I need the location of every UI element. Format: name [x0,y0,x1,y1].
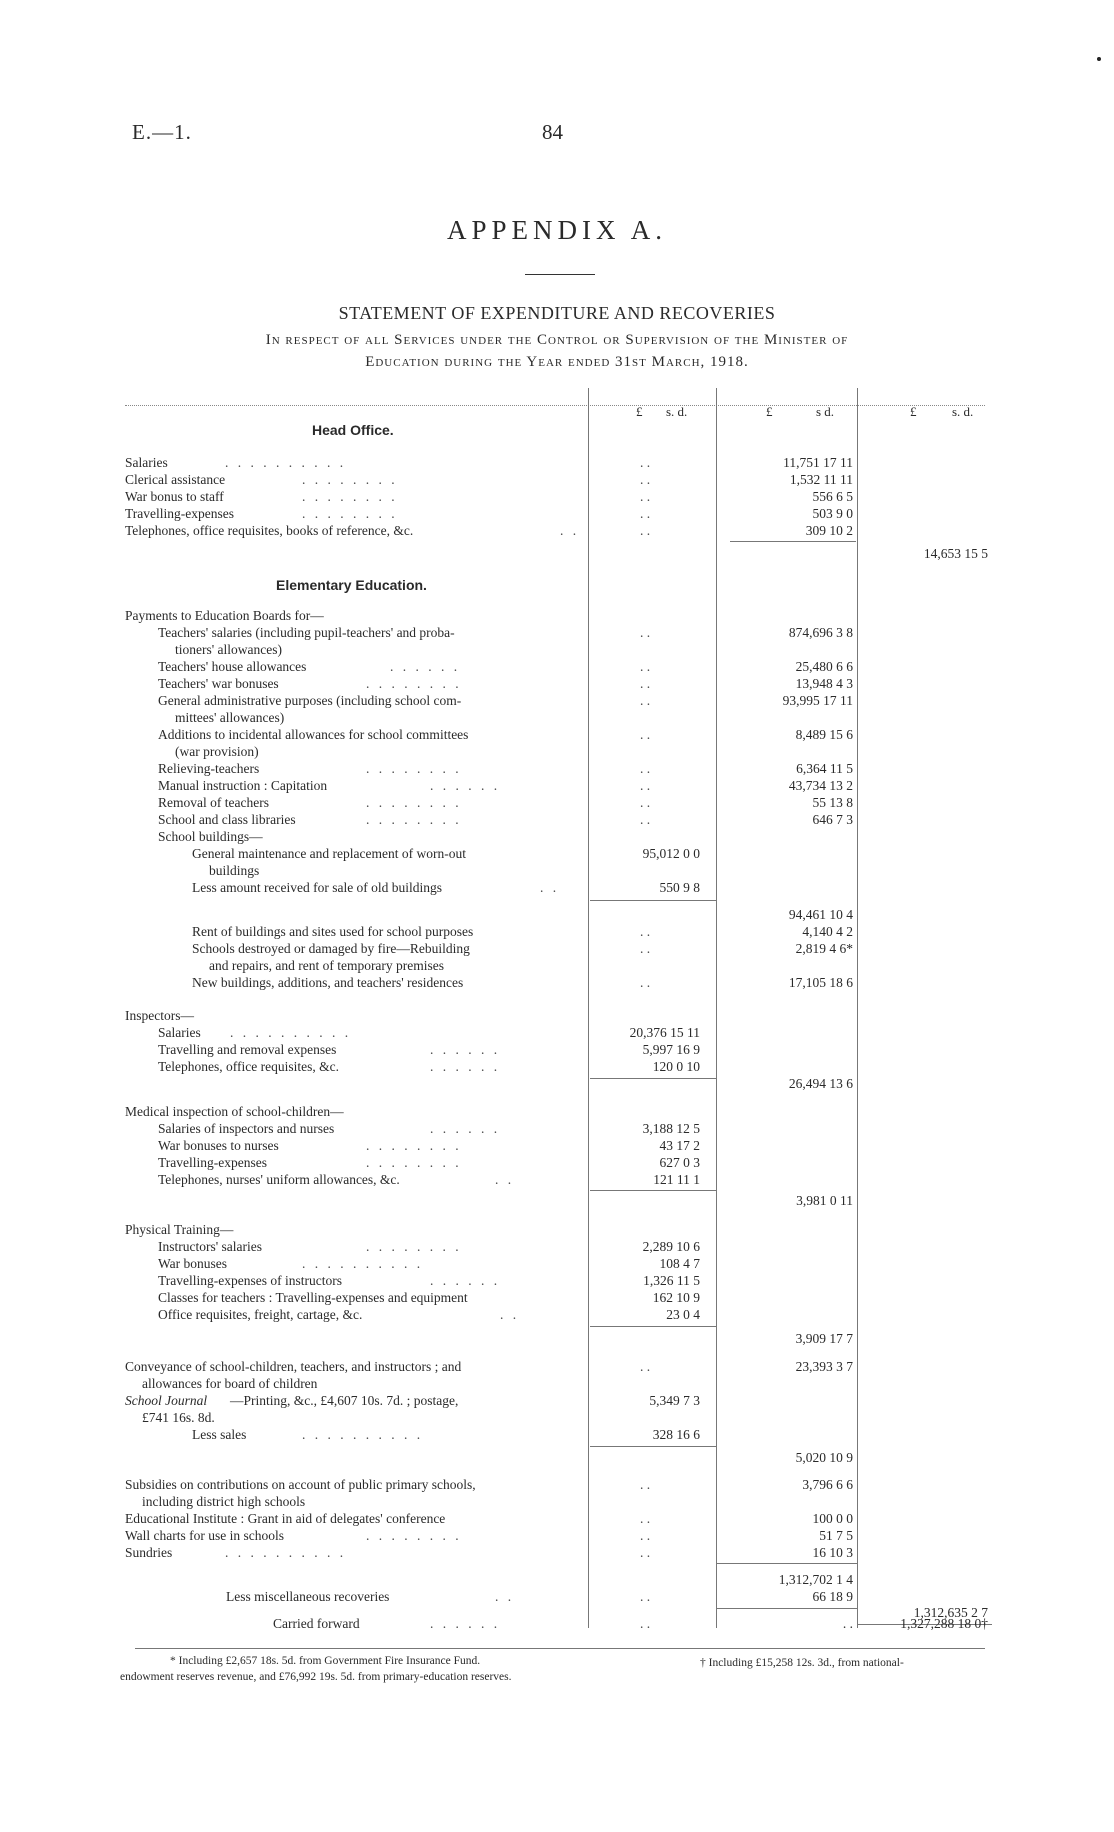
row-amount: 3,796 6 6 [802,1477,853,1492]
row-physical-war [0,1256,1114,1273]
row-amount: 5,020 10 9 [795,1450,853,1465]
row-conveyance [0,1359,1114,1376]
row-label: tioners' allowances) [175,642,283,657]
row-sundries [0,1545,1114,1562]
c1-dots: . . [640,1511,651,1526]
row-teachers-salaries-cont [0,642,1114,659]
row-label: Travelling-expenses of instructors [158,1273,342,1288]
statement-subtitle-1: In respect of all Services under the Control or Supervision of the Minister of [265,332,849,348]
row-label: Salaries [158,1025,201,1040]
page-number: 84 [542,120,563,144]
row-amount: 13,948 4 3 [795,676,853,691]
c1-dots: . . [640,1528,651,1543]
row-amount: 5,349 7 3 [649,1393,700,1408]
row-amount: 3,188 12 5 [642,1121,700,1136]
row-amount: 108 4 7 [659,1256,700,1271]
row-conveyance-cont [0,1376,1114,1393]
row-amount: 16 10 3 [812,1545,853,1560]
row-rent [0,924,1114,941]
row-physical-total [0,1331,1114,1348]
row-label: Additions to incidental allowances for school committees [158,727,469,742]
row-amount: 95,012 0 0 [642,846,700,861]
row-amount: 4,140 4 2 [802,924,853,939]
leader-dots: . . [560,523,580,538]
c1-dots: . . [640,924,651,939]
subtotal-rule [590,1190,716,1191]
row-label: Payments to Education Boards for— [125,608,324,623]
col2-sd-header: s d. [816,404,835,419]
row-label: Removal of teachers [158,795,269,810]
row-label: General administrative purposes (including school com- [158,693,462,708]
leader-dots: . . . . . . . . [366,761,462,776]
row-label-italic: School Journal [125,1393,208,1408]
leader-dots: . . . . . . . . [366,795,462,810]
c1-dots: . . [640,975,651,990]
row-label: Relieving-teachers [158,761,260,776]
row-label: Salaries [125,455,168,470]
row-physical-office [0,1307,1114,1324]
row-additions-cont [0,744,1114,761]
row-general-admin-cont [0,710,1114,727]
page-header-series: E.—1. [132,120,192,144]
row-teachers-salaries [0,625,1114,642]
row-new-buildings [0,975,1114,992]
row-amount: 328 16 6 [652,1427,700,1442]
row-label: including district high schools [142,1494,306,1509]
row-label: Travelling-expenses [158,1155,267,1170]
row-amount: 51 7 5 [819,1528,853,1543]
c1-dots: . . [640,455,651,470]
leader-dots: . . . . . . . . . . [225,1545,347,1560]
statement-subtitle-2: Education during the Year ended 31st March, 1918. [365,354,749,370]
row-medical-telephones [0,1172,1114,1189]
subtotal-rule [590,1446,716,1447]
row-label: Teachers' war bonuses [158,676,279,691]
subtotal-rule [730,541,856,542]
row-amount: 2,819 4 6* [795,941,853,956]
row-manual [0,778,1114,795]
row-label: and repairs, and rent of temporary premises [209,958,445,973]
row-amount: 556 6 5 [812,489,853,504]
row-telephones [0,523,1114,540]
row-medical [0,1104,1114,1121]
row-label: Sundries [125,1545,173,1560]
row-salaries [0,455,1114,472]
row-amount: 100 0 0 [812,1511,853,1526]
section-head-office: Head Office. [312,422,394,438]
row-medical-salaries [0,1121,1114,1138]
row-payments [0,608,1114,625]
leader-dots: . . . . . . [430,1059,501,1074]
row-label: Travelling and removal expenses [158,1042,337,1057]
row-label: Educational Institute : Grant in aid of delegates' conference [125,1511,446,1526]
leader-dots: . . . . . . [390,659,461,674]
c1-dots: . . [640,676,651,691]
row-amount: 309 10 2 [805,523,853,538]
leader-dots: . . . . . . . . [366,812,462,827]
c1-dots: . . [640,795,651,810]
row-label: Instructors' salaries [158,1239,263,1254]
row-inspectors-salaries [0,1025,1114,1042]
row-inspectors [0,1008,1114,1025]
row-label: Physical Training— [125,1222,234,1237]
row-label: War bonuses [158,1256,228,1271]
row-amount: 26,494 13 6 [788,1076,853,1091]
row-institute [0,1511,1114,1528]
leader-dots: . . . . . . . . [366,676,462,691]
row-buildings [0,829,1114,846]
leader-dots: . . . . . . . . . . [230,1025,352,1040]
row-total: 1,312,635 2 7 [913,1605,988,1620]
footnote-dagger: † Including £15,258 12s. 3d., from national- [700,1657,904,1669]
c1-dots: . . [640,659,651,674]
subtotal-rule [590,900,716,901]
c1-dots: . . [640,812,651,827]
col1-sd-header: s. d. [666,404,688,419]
row-medical-total [0,1193,1114,1210]
row-amount: 5,997 16 9 [642,1042,700,1057]
col3-sd-header: s. d. [952,404,974,419]
row-label: Less miscellaneous recoveries [226,1589,390,1604]
row-label: Travelling-expenses [125,506,234,521]
appendix-title: APPENDIX A. [446,215,668,245]
row-label: Wall charts for use in schools [125,1528,285,1543]
leader-dots: . . . . . . . . . . [302,1427,424,1442]
footnote-star: * Including £2,657 18s. 5d. from Government Fire Insurance Fund. [170,1655,481,1667]
row-general-maintenance [0,846,1114,863]
row-label: Medical inspection of school-children— [125,1104,344,1119]
row-label: Inspectors— [125,1008,194,1023]
c1-dots: . . [640,1616,651,1631]
leader-dots: . . . . . . . . [366,1138,462,1153]
row-journal-net [0,1450,1114,1467]
row-label: Classes for teachers : Travelling-expenses and equipment [158,1290,468,1305]
row-carried-forward [0,1616,1114,1633]
row-label: Teachers' salaries (including pupil-teachers' and proba- [158,625,455,640]
row-amount: 3,909 17 7 [795,1331,853,1346]
row-amount: 43,734 13 2 [788,778,853,793]
row-less-amount [0,880,1114,897]
leader-dots: . . . . . . [430,778,501,793]
row-amount: 162 10 9 [652,1290,700,1305]
row-amount: 1,326 11 5 [643,1273,700,1288]
c1-dots: . . [640,625,651,640]
row-amount: 646 7 3 [812,812,853,827]
leader-dots: . . [495,1589,515,1604]
leader-dots: . . . . . . [430,1616,501,1631]
leader-dots: . . . . . . . . . . [302,1256,424,1271]
row-removal [0,795,1114,812]
row-inspectors-telephones [0,1059,1114,1076]
leader-dots: . . . . . . . . [302,506,398,521]
row-amount: 20,376 15 11 [629,1025,700,1040]
row-label: Manual instruction : Capitation [158,778,328,793]
row-amount: 23,393 3 7 [795,1359,853,1374]
row-amount: 627 0 3 [659,1155,700,1170]
row-amount: 43 17 2 [659,1138,700,1153]
row-school-journal-cont [0,1410,1114,1427]
row-libraries [0,812,1114,829]
row-war-bonuses [0,676,1114,693]
row-physical-travel [0,1273,1114,1290]
row-amount: 1,532 11 11 [789,472,853,487]
subtotal-rule [590,1326,716,1327]
row-general-admin [0,693,1114,710]
leader-dots: . . [495,1172,515,1187]
row-relieving [0,761,1114,778]
c1-dots: . . [640,761,651,776]
row-physical [0,1222,1114,1239]
leader-dots: . . . . . . . . [366,1528,462,1543]
row-amount: 94,461 10 4 [788,907,853,922]
row-label: War bonuses to nurses [158,1138,279,1153]
row-destroyed [0,941,1114,958]
leader-dots: . . . . . . . . [302,472,398,487]
c1-dots: . . [640,778,651,793]
subtotal-rule [716,1563,857,1564]
row-buildings-net [0,907,1114,924]
row-amount: 874,696 3 8 [788,625,853,640]
leader-dots: . . . . . . . . [302,489,398,504]
table-top-rule [125,405,985,406]
col2-pound-header: £ [766,404,773,419]
row-amount: 93,995 17 11 [782,693,853,708]
footnote-dagger-cont: endowment reserves revenue, and £76,992 19s. 5d. from primary-education reserves. [120,1671,512,1683]
leader-dots: . . . . . . [430,1121,501,1136]
row-amount: 503 9 0 [812,506,853,521]
row-label: Office requisites, freight, cartage, &c. [158,1307,363,1322]
col1-pound-header: £ [636,404,643,419]
row-label: Carried forward [273,1616,360,1631]
row-total: 14,653 15 5 [923,546,988,561]
row-house-allowances [0,659,1114,676]
leader-dots: . . . . . . [430,1042,501,1057]
row-destroyed-cont [0,958,1114,975]
row-amount: . . [842,1616,853,1631]
row-label: Rent of buildings and sites used for school purposes [192,924,474,939]
row-label: £741 16s. 8d. [142,1410,215,1425]
section-elementary: Elementary Education. [276,577,427,593]
row-less-misc [0,1589,1114,1606]
row-amount: 550 9 8 [659,880,700,895]
row-subsidies-cont [0,1494,1114,1511]
row-amount: 23 0 4 [666,1307,700,1322]
leader-dots: . . . . . . . . [366,1155,462,1170]
row-label: Teachers' house allowances [158,659,307,674]
c1-dots: . . [640,1589,651,1604]
row-head-office-total [0,546,1114,563]
row-additions [0,727,1114,744]
row-subsidies [0,1477,1114,1494]
row-label: Conveyance of school-children, teachers, and instructors ; and [125,1359,462,1374]
row-label: School and class libraries [158,812,296,827]
row-amount: 2,289 10 6 [642,1239,700,1254]
row-label: New buildings, additions, and teachers' residences [192,975,464,990]
leader-dots: . . . . . . . . [366,1239,462,1254]
row-label: School buildings— [158,829,263,844]
c1-dots: . . [640,1545,651,1560]
row-label: Clerical assistance [125,472,226,487]
c1-dots: . . [640,523,651,538]
row-medical-travel [0,1155,1114,1172]
row-gross [0,1572,1114,1589]
row-less-sales [0,1427,1114,1444]
row-travelling [0,506,1114,523]
row-label: General maintenance and replacement of worn-out [192,846,466,861]
c1-dots: . . [640,941,651,956]
row-medical-war [0,1138,1114,1155]
row-label: War bonus to staff [125,489,224,504]
row-amount: 55 13 8 [812,795,853,810]
footnote-rule [135,1648,985,1649]
c1-dots: . . [640,472,651,487]
leader-dots: . . [500,1307,520,1322]
row-inspectors-total [0,1076,1114,1093]
c1-dots: . . [640,727,651,742]
row-label: (war provision) [175,744,259,759]
row-label: buildings [209,863,260,878]
row-amount: 66 18 9 [812,1589,853,1604]
row-label: allowances for board of children [142,1376,318,1391]
statement-title: STATEMENT OF EXPENDITURE AND RECOVERIES [338,303,776,323]
c1-dots: . . [640,1477,651,1492]
leader-dots: . . [540,880,560,895]
row-wall-charts [0,1528,1114,1545]
c1-dots: . . [640,693,651,708]
row-amount: 6,364 11 5 [796,761,853,776]
leader-dots: . . . . . . . . . . [225,455,347,470]
row-label: Less sales [192,1427,247,1442]
row-amount: 8,489 15 6 [795,727,853,742]
col3-pound-header: £ [910,404,917,419]
row-total: 1,327,288 18 0† [900,1616,988,1631]
row-amount: 11,751 17 11 [783,455,853,470]
row-physical-salaries [0,1239,1114,1256]
row-war-bonus [0,489,1114,506]
row-amount: 3,981 0 11 [796,1193,853,1208]
row-label: —Printing, &c., £4,607 10s. 7d. ; postage, [230,1393,459,1408]
row-label: Subsidies on contributions on account of public primary schools, [125,1477,476,1492]
row-label: Telephones, nurses' uniform allowances, &c. [158,1172,400,1187]
c1-dots: . . [640,1359,651,1374]
row-label: Salaries of inspectors and nurses [158,1121,335,1136]
row-label: Schools destroyed or damaged by fire—Rebuilding [192,941,470,956]
row-inspectors-travel [0,1042,1114,1059]
c1-dots: . . [640,489,651,504]
row-physical-classes [0,1290,1114,1307]
row-amount: 120 0 10 [652,1059,700,1074]
c1-dots: . . [640,506,651,521]
row-label: Less amount received for sale of old buildings [192,880,443,895]
row-general-maintenance-cont [0,863,1114,880]
row-amount: 1,312,702 1 4 [778,1572,853,1587]
row-label: Telephones, office requisites, &c. [158,1059,339,1074]
row-label: Telephones, office requisites, books of reference, &c. [125,523,414,538]
row-clerical [0,472,1114,489]
row-amount: 17,105 18 6 [788,975,853,990]
row-label: mittees' allowances) [175,710,285,725]
row-amount: 121 11 1 [653,1172,700,1187]
row-amount: 25,480 6 6 [795,659,853,674]
row-school-journal [0,1393,1114,1410]
leader-dots: . . . . . . [430,1273,501,1288]
